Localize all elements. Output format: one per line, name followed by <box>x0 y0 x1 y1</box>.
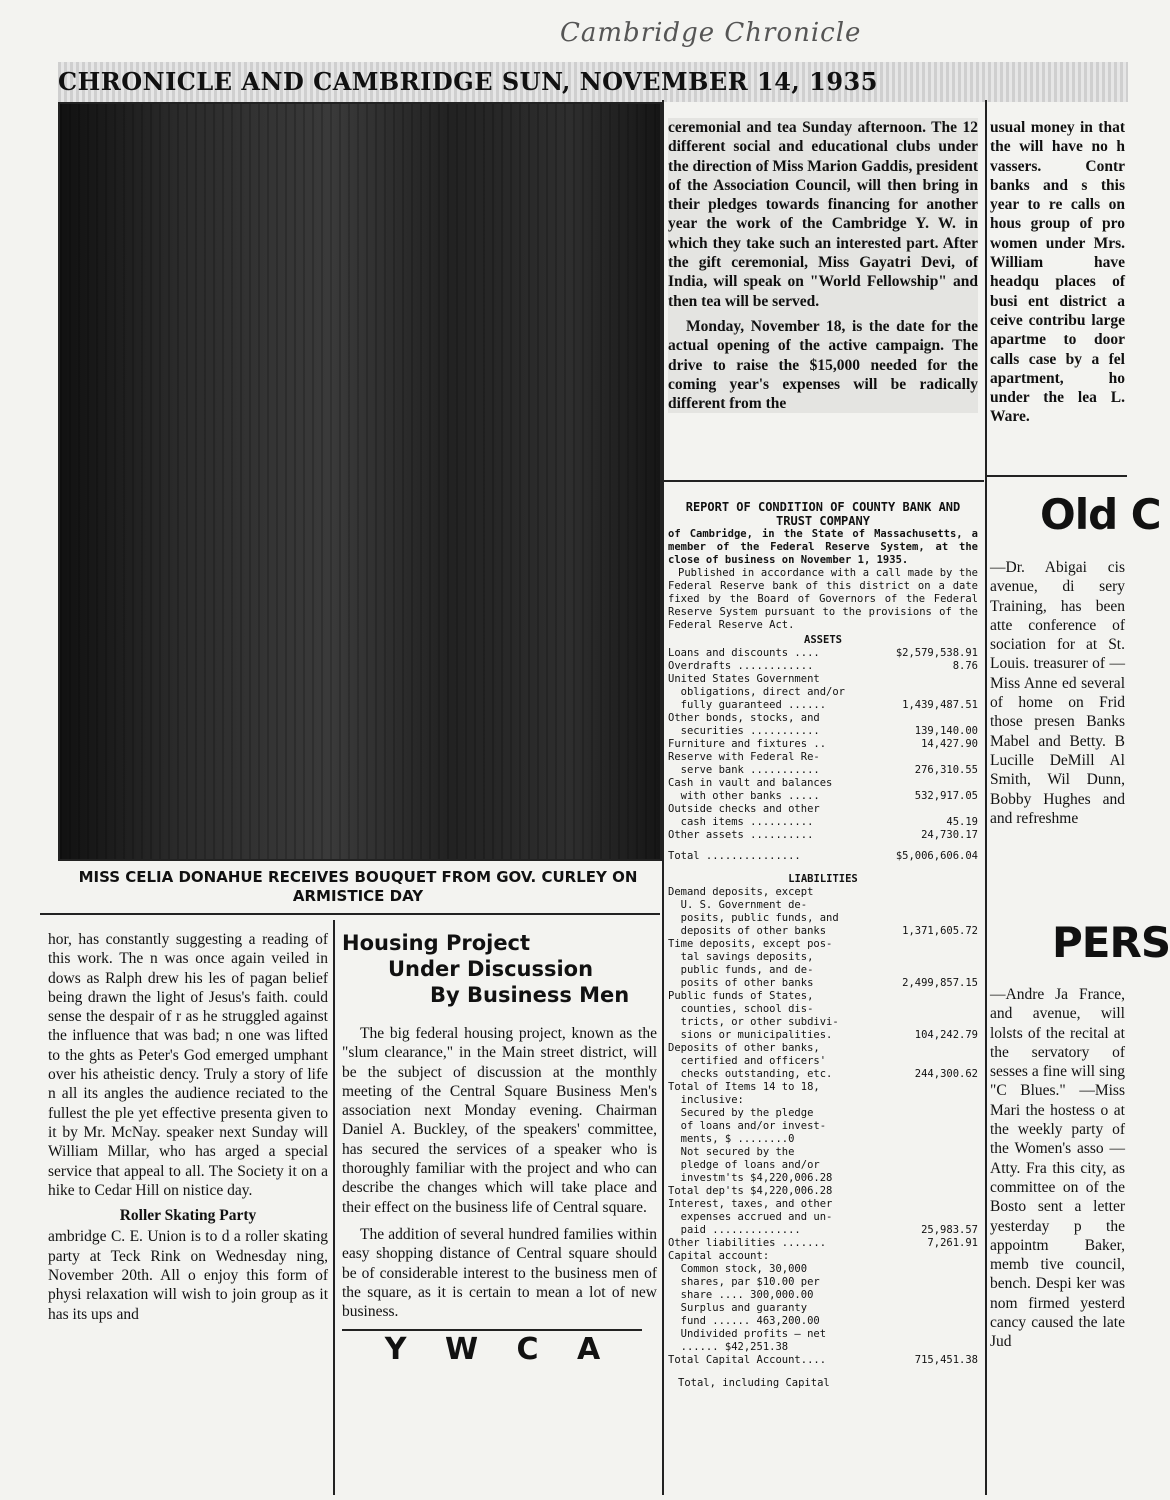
photo-caption: MISS CELIA DONAHUE RECEIVES BOUQUET FROM GOV. CURLEY ON ARMISTICE DAY <box>78 868 638 905</box>
bank-line-item <box>668 1237 978 1250</box>
assets-heading: ASSETS <box>804 634 842 646</box>
liabilities-list <box>668 886 978 1367</box>
right-column-bottom-fragment <box>990 985 1125 1490</box>
line-item-amount: 276,310.55 <box>914 764 978 776</box>
line-item-amount: 244,300.62 <box>914 1068 978 1080</box>
ywca-article <box>668 118 978 413</box>
left-article <box>48 930 328 1495</box>
total-amount: $5,006,606.04 <box>895 850 978 862</box>
line-item-label: Reserve with Federal Re- serve bank ........... <box>668 751 820 776</box>
old-cambridge-heading: Old C <box>1040 490 1161 539</box>
column-rule <box>333 920 335 1495</box>
section-divider <box>987 475 1127 477</box>
line-item-amount: 1,439,487.51 <box>902 699 978 711</box>
masthead: CHRONICLE AND CAMBRIDGE SUN, NOVEMBER 14, 1935 <box>58 62 1128 102</box>
fragment-text: —Dr. Abigai cis avenue, di sery Training, has been atte conference of sociation for at St. Louis. treasurer of —Miss Anne ed several of home on Frid those presen Banks Mabel and Betty. B Lucille DeMill Al Smith, Wil Dunn, Bobby Hughes and and refreshme <box>990 559 1125 827</box>
line-item-amount: 7,261.91 <box>927 1237 978 1249</box>
line-item-label: Deposits of other banks, certified and officers' checks outstanding, etc. <box>668 1042 833 1080</box>
ywca-paragraph: Monday, November 18, is the date for the actual opening of the active campaign. The drive to raise the $15,000 needed for the coming year's expenses will be radically different from the <box>668 317 978 413</box>
bank-line-item <box>668 803 978 829</box>
line-item-amount: 8.76 <box>952 660 978 672</box>
line-item-label: Total of Items 14 to 18, inclusive: Secured by the pledge of loans and/or invest- ments, $ ........0 Not secured by the pledge of loans and/or investm'ts $4,220,006.28 <box>668 1081 833 1184</box>
headline-line: Under Discussion <box>388 957 594 981</box>
bank-line-item <box>668 1250 978 1354</box>
line-item-label: United States Government obligations, direct and/or fully guaranteed ...... <box>668 673 846 711</box>
line-item-label: Furniture and fixtures .. <box>668 738 827 750</box>
line-item-label: Capital account: Common stock, 30,000 shares, par $10.00 per share .... 300,000.00 Surplus and guaranty fund ...... 463,200.00 Undivided profits — net ...... $42,251.38 <box>668 1250 827 1353</box>
housing-headline <box>342 930 657 1008</box>
bank-line-item <box>668 738 978 751</box>
bank-line-item <box>668 712 978 738</box>
handwritten-note: Cambridge Chronicle <box>560 18 862 48</box>
bank-line-item <box>668 673 978 712</box>
line-item-label: Other assets .......... <box>668 829 814 841</box>
assets-list <box>668 647 978 842</box>
bank-line-item <box>668 1042 978 1081</box>
line-item-amount: 139,140.00 <box>914 725 978 737</box>
line-item-label: Interest, taxes, and other expenses accrued and un- paid .............. <box>668 1198 833 1236</box>
bank-report-title: REPORT OF CONDITION OF COUNTY BANK AND TRUST COMPANY <box>685 500 961 528</box>
bank-line-item <box>668 660 978 673</box>
line-item-label: Time deposits, except pos- tal savings deposits, public funds, and de- posits of other banks <box>668 938 833 989</box>
liabilities-heading: LIABILITIES <box>788 873 858 885</box>
bank-line-item <box>668 1198 978 1237</box>
bank-line-item <box>668 751 978 777</box>
column-rule <box>985 100 987 1495</box>
bank-line-item <box>668 777 978 803</box>
bank-line-item <box>668 886 978 938</box>
bank-line-item <box>668 1354 978 1367</box>
headline-line: Housing Project <box>342 931 531 955</box>
ywca-paragraph: ceremonial and tea Sunday afternoon. The 12 different social and educational clubs under the direction of Miss Marion Gaddis, president of the Association Council, will then bring in their pledges towards financing for another year the work of the Cambridge Y. W. in which they take such an interested part. After the gift ceremonial, Miss Gayatri Devi, of India, will speak on "World Fellowship" and then tea will be served. <box>668 119 978 310</box>
bank-line-item <box>668 829 978 842</box>
line-item-label: Cash in vault and balances with other banks ..... <box>668 777 833 802</box>
housing-paragraph: The addition of several hundred families within easy shopping distance of Central square should be of considerable interest to the business men of the square, as it is certain to mean a lot of new business. <box>342 1225 657 1321</box>
line-item-label: Demand deposits, except U. S. Government de- posits, public funds, and deposits of other banks <box>668 886 839 937</box>
line-item-amount: 14,427.90 <box>921 738 978 750</box>
total-label: Total ............... <box>668 850 801 862</box>
roller-skating-subhead: Roller Skating Party <box>119 1207 257 1225</box>
column-rule <box>662 100 664 1495</box>
line-item-label: Outside checks and other cash items .......... <box>668 803 820 828</box>
news-photo <box>58 102 662 861</box>
line-item-label: Loans and discounts .... <box>668 647 820 659</box>
bank-line-item <box>668 938 978 990</box>
line-item-label: Total dep'ts $4,220,006.28 <box>668 1185 833 1197</box>
line-item-label: Total Capital Account.... <box>668 1354 827 1366</box>
bank-report-intro: of Cambridge, in the State of Massachusetts, a member of the Federal Reserve System, at the close of business on November 1, 1935. <box>668 528 978 566</box>
line-item-amount: 25,983.57 <box>921 1224 978 1236</box>
line-item-amount: 24,730.17 <box>921 829 978 841</box>
line-item-amount: $2,579,538.91 <box>895 647 978 659</box>
section-divider <box>40 913 660 915</box>
personals-heading: PERS <box>1052 918 1170 967</box>
bank-line-item <box>668 1185 978 1198</box>
housing-paragraph: The big federal housing project, known as the "slum clearance," in the Main street district, will be the subject of discussion at the monthly meeting of the Central Square Business Men's association next Monday evening. Chairman Daniel A. Buckley, of the speakers' committee, has secured the services of a speaker who is thoroughly familiar with the project and who can describe the changes which will take place and their effect on the business life of Central square. <box>342 1025 657 1216</box>
line-item-label: Other bonds, stocks, and securities ........... <box>668 712 820 737</box>
bank-report <box>668 500 978 1495</box>
fragment-text: usual money in that the will have no h vassers. Contr banks and s this year to re calls on hous group of pro women under Mrs. William have headqu places of busi ent district a ceive contribu large apartme to door calls case by a fel apartment, ho under the lea L. Ware. <box>990 119 1125 426</box>
left-article-paragraph: hor, has constantly suggesting a reading of this work. The n was once again veiled in dows as Ralph drew his les of pagan belief being drawn the light of Jesus's faith. could sense the despair of r as he struggled against the influence that was bad; n one was lifted to the ghts as Peter's God emerged umphant over his atheistic dency. Truly a story of life n all its angles the audience reciated to the fullest the ple yet effective presenta given to it by Mr. McNay. speaker next Sunday will William Millar, who has arged a special service that appeal to all. The Society it on a hike to Cedar Hill on nistice day. <box>48 931 328 1199</box>
right-column-mid-fragment <box>990 558 1125 898</box>
ywca-heading-fragment: Y W C A <box>384 1332 615 1368</box>
fragment-text: —Andre Ja France, and avenue, will lolsts of the recital at the servatory of sesses a fine will sing "C Blues." —Miss Mari the hostess o at the weekly party of the Women's asso —Atty. Fra this city, as committee on of the Bosto sent a letter yesterday p the appointm Baker, memb tive council, bench. Despi ker was nom firmed yesterd cancy caused the late Jud <box>990 986 1125 1351</box>
right-column-top-fragment <box>990 118 1125 468</box>
bank-report-published: Published in accordance with a call made by the Federal Reserve bank of this district on a date fixed by the Board of Governors of the Federal Reserve System pursuant to the provisions of the Federal Reserve Act. <box>668 567 978 631</box>
line-item-amount: 104,242.79 <box>914 1029 978 1041</box>
line-item-amount: 2,499,857.15 <box>902 977 978 989</box>
bank-line-item <box>668 1081 978 1185</box>
bank-line-item <box>668 990 978 1042</box>
section-divider <box>664 480 984 482</box>
bank-report-bottom-fragment: Total, including Capital <box>678 1377 830 1389</box>
line-item-label: Other liabilities ....... <box>668 1237 827 1249</box>
line-item-amount: 715,451.38 <box>914 1354 978 1366</box>
section-divider <box>342 1329 642 1331</box>
line-item-label: Overdrafts ............ <box>668 660 814 672</box>
line-item-amount: 1,371,605.72 <box>902 925 978 937</box>
housing-article <box>342 930 657 1495</box>
headline-line: By Business Men <box>430 983 630 1007</box>
line-item-amount: 45.19 <box>946 816 978 828</box>
left-article-paragraph: ambridge C. E. Union is to d a roller skating party at Teck Rink on Wednesday ning, November 20th. All o enjoy this form of physi relaxation will wish to join group as it has its ups and <box>48 1228 328 1323</box>
bank-line-item <box>668 647 978 660</box>
line-item-amount: 532,917.05 <box>914 790 978 802</box>
line-item-label: Public funds of States, counties, school dis- tricts, or other subdivi- sions or municipalities. <box>668 990 839 1041</box>
assets-total-row <box>668 850 978 863</box>
